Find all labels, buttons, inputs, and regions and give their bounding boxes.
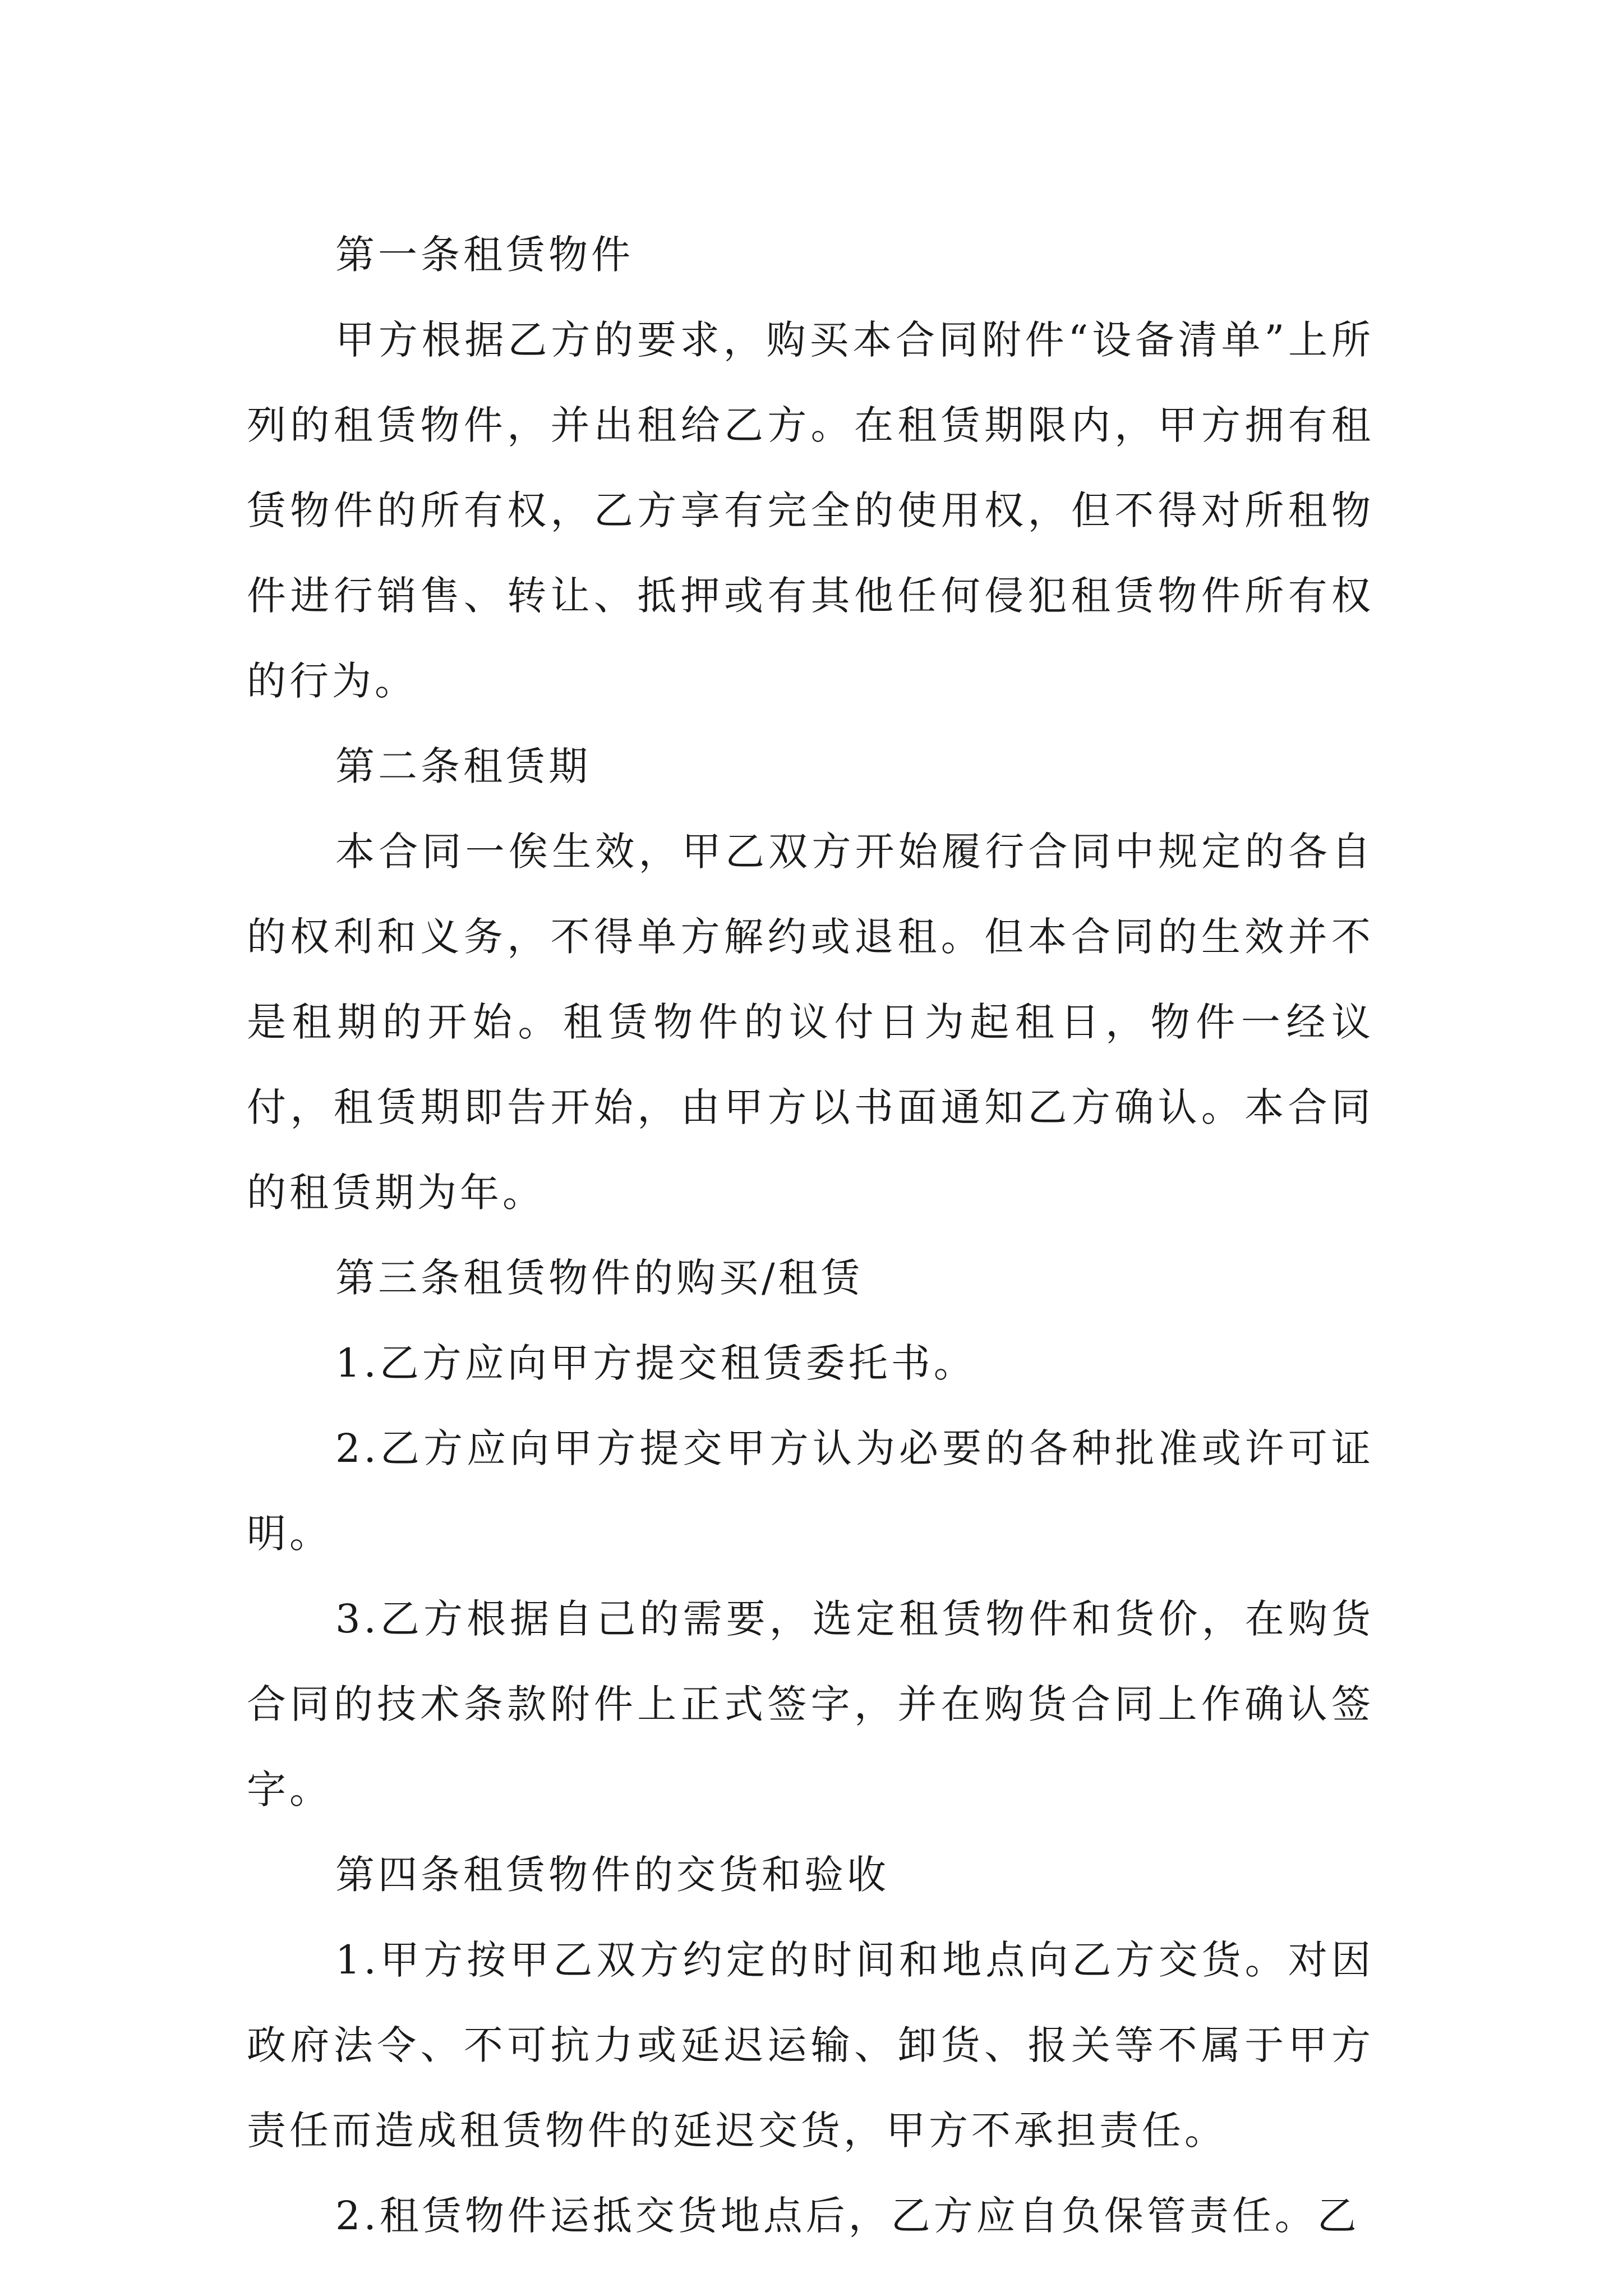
article-4-item-2: 2.租赁物件运抵交货地点后，乙方应自负保管责任。乙	[335, 2193, 1360, 2239]
article-3-item-3: 3.乙方根据自己的需要，选定租赁物件和货价，在购货合同的技术条款附件上正式签字，并在购货合同上作确认签字。	[247, 1596, 1374, 1812]
article-3-item-1: 1.乙方应向甲方提交租赁委托书。	[335, 1340, 976, 1386]
document-body	[247, 212, 1374, 2258]
article-2-heading: 第二条租赁期	[335, 743, 591, 789]
article-4-item-1: 1.甲方按甲乙双方约定的时间和地点向乙方交货。对因政府法令、不可抗力或延迟运输、卸货、报关等不属于甲方责任而造成租赁物件的延迟交货，甲方不承担责任。	[247, 1937, 1374, 2154]
article-3-item-2: 2.乙方应向甲方提交甲方认为必要的各种批准或许可证明。	[247, 1425, 1374, 1557]
article-1-heading: 第一条租赁物件	[335, 232, 634, 278]
article-3-heading: 第三条租赁物件的购买/租赁	[335, 1255, 864, 1301]
article-1-body: 甲方根据乙方的要求，购买本合同附件“设备清单”上所列的租赁物件，并出租给乙方。在租赁期限内，甲方拥有租赁物件的所有权，乙方享有完全的使用权，但不得对所租物件进行销售、转让、抵押或有其他任何侵犯租赁物件所有权的行为。	[247, 317, 1374, 704]
article-4-heading: 第四条租赁物件的交货和验收	[335, 1852, 889, 1898]
article-2-body: 本合同一俟生效，甲乙双方开始履行合同中规定的各自的权利和义务，不得单方解约或退租。但本合同的生效并不是租期的开始。租赁物件的议付日为起租日，物件一经议付，租赁期即告开始，由甲方以书面通知乙方确认。本合同的租赁期为年。	[247, 829, 1374, 1216]
